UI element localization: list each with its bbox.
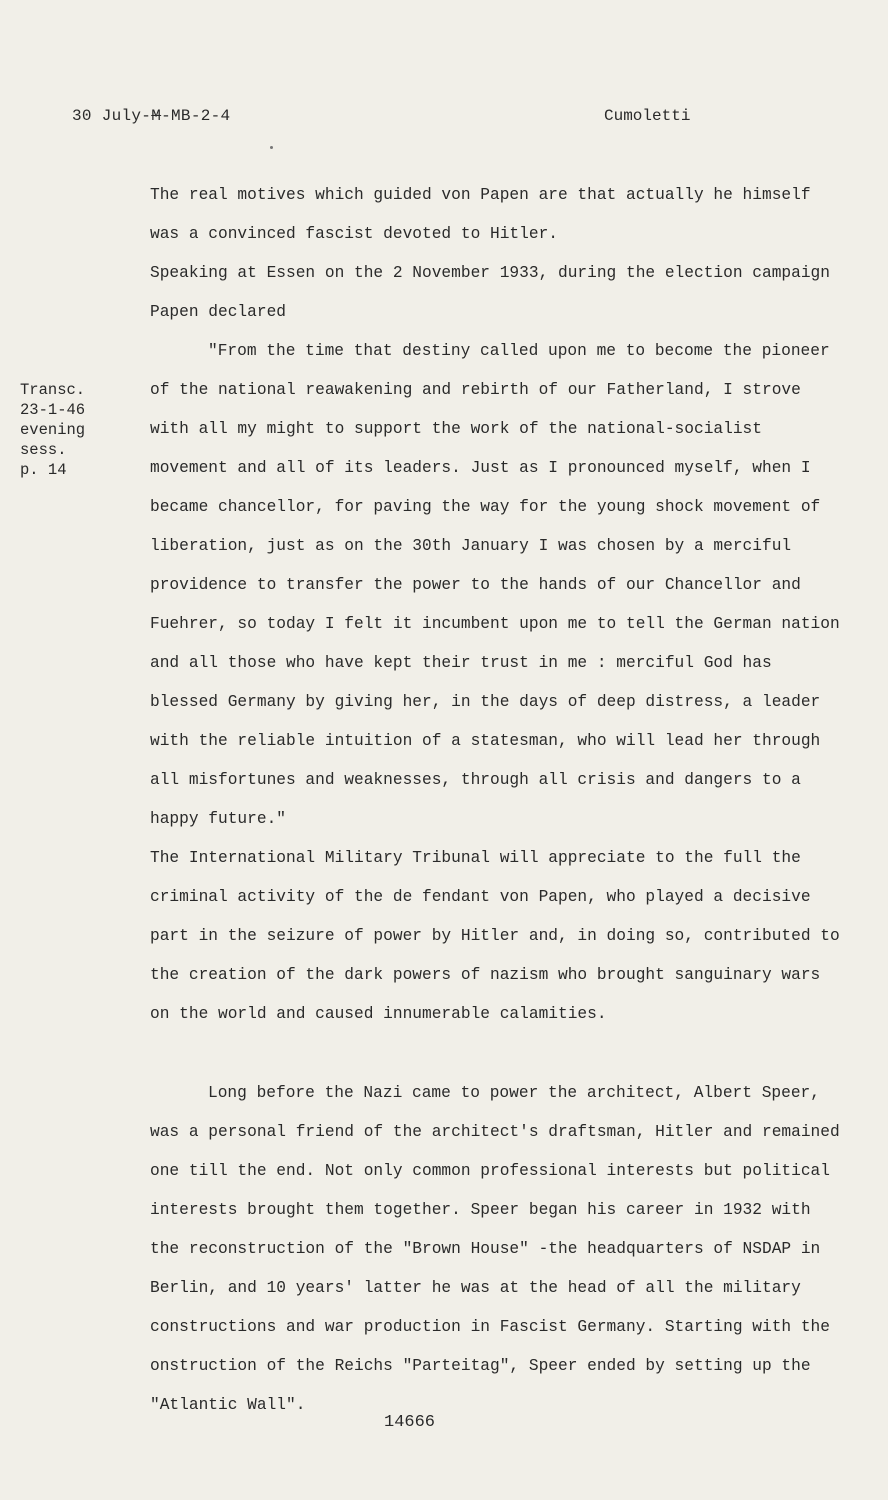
paragraph-gap (150, 1034, 840, 1074)
paragraph-tribunal-assessment: The International Military Tribunal will appreciate to the full the criminal activity of the de fendant von Papen, who played a decisive part in the seizure of power by Hitler and, in doing so, contributed to the creation of the dark powers of nazism who brought sanguinary wars on the world and caused innumerable calamities. (150, 849, 840, 1023)
margin-note-line: sess. (20, 441, 67, 459)
paragraph-papen-quote: "From the time that destiny called upon me to become the pioneer of the national reawakening and rebirth of our Fatherland, I strove with all my might to support the work of the national-socialist movement and all of its leaders. Just as I pronounced myself, when I became chancellor, for paving the way for the young shock movement of liberation, just as on the 30th January I was chosen by a merciful providence to transfer the power to the hands of our Chancellor and Fuehrer, so today I felt it incumbent upon me to tell the German nation and all those who have kept their trust in me : merciful God has blessed Germany by giving her, in the days of deep distress, a leader with the reliable intuition of a statesman, who will lead her through all misfortunes and weaknesses, through all crisis and dangers to a happy future." (150, 342, 840, 828)
margin-note-line: p. 14 (20, 461, 67, 479)
margin-note-line: 23-1-46 (20, 401, 86, 419)
paragraph-speer: Long before the Nazi came to power the architect, Albert Speer, was a personal friend of the architect's draftsman, Hitler and remained one till the end. Not only common professional interests but political interests brought them together. Speer began his career in 1932 with the reconstruction of the "Brown House" -the headquarters of NSDAP in Berlin, and 10 years' latter he was at the head of all the military constructions and war production in Fascist Germany. Starting with the onstruction of the Reichs "Parteitag", Speer ended by setting up the "Atlantic Wall". (150, 1084, 840, 1414)
margin-note (20, 380, 85, 480)
reference-suffix: -MB-2-4 (161, 107, 231, 125)
paragraph-essen-speech-intro: Speaking at Essen on the 2 November 1933, during the election campaign Papen declared (150, 264, 830, 321)
margin-note-line: evening (20, 421, 86, 439)
page-number: 14666 (384, 1413, 436, 1432)
paragraph-papen-motives: The real motives which guided von Papen are that actually he himself was a convinced fascist devoted to Hitler. (150, 186, 811, 243)
document-reference (72, 107, 230, 125)
author-name: Cumoletti (604, 107, 691, 125)
margin-note-line: Transc. (20, 381, 86, 399)
reference-prefix: 30 July- (72, 107, 152, 125)
reference-struck-text: M (151, 107, 162, 125)
paper-speck (270, 146, 273, 149)
document-body (150, 176, 840, 1425)
